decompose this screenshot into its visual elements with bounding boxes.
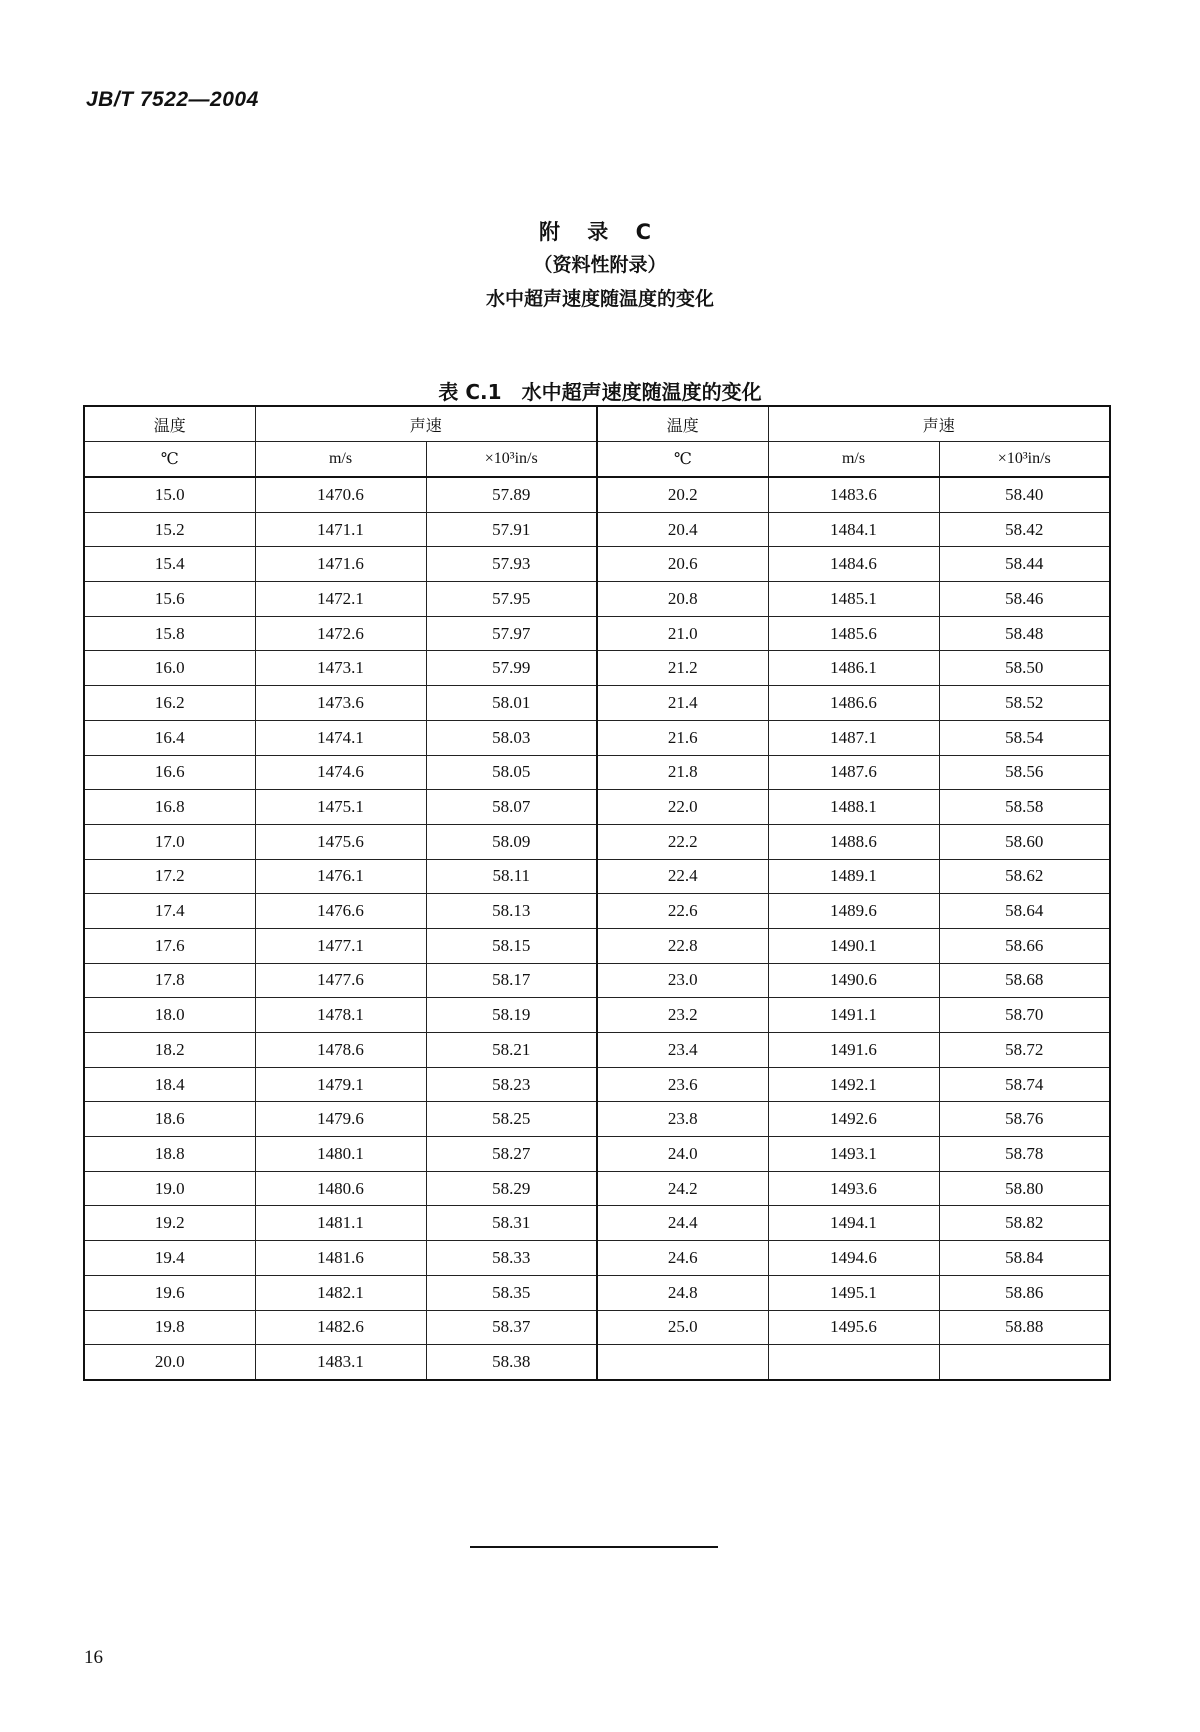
speed-temperature-table <box>83 405 1111 1381</box>
temperature-cell: 18.2 <box>84 1033 255 1068</box>
temperature-cell: 25.0 <box>597 1310 768 1345</box>
units-row <box>84 442 1110 478</box>
table-row <box>84 547 1110 582</box>
speed-ms-cell: 1477.1 <box>255 928 426 963</box>
speed-ins-cell: 58.44 <box>939 547 1110 582</box>
speed-ins-cell: 58.09 <box>426 824 597 859</box>
speed-ms-cell: 1480.6 <box>255 1171 426 1206</box>
temperature-cell: 21.2 <box>597 651 768 686</box>
speed-ms-cell: 1474.6 <box>255 755 426 790</box>
unit-ms: m/s <box>768 442 939 478</box>
temperature-cell: 19.8 <box>84 1310 255 1345</box>
speed-ins-cell: 58.70 <box>939 998 1110 1033</box>
temperature-cell: 21.8 <box>597 755 768 790</box>
temperature-cell: 21.0 <box>597 616 768 651</box>
temperature-cell: 22.2 <box>597 824 768 859</box>
speed-ins-cell: 58.40 <box>939 477 1110 512</box>
table-row <box>84 894 1110 929</box>
temperature-cell: 22.8 <box>597 928 768 963</box>
speed-ms-cell: 1492.1 <box>768 1067 939 1102</box>
speed-ins-cell: 58.88 <box>939 1310 1110 1345</box>
annex-title-block <box>0 216 1200 316</box>
temperature-cell: 19.4 <box>84 1241 255 1276</box>
header-speed: 声速 <box>255 406 597 442</box>
speed-ms-cell: 1484.6 <box>768 547 939 582</box>
speed-ms-cell: 1481.1 <box>255 1206 426 1241</box>
temperature-cell: 15.4 <box>84 547 255 582</box>
table-row <box>84 1310 1110 1345</box>
speed-ins-cell: 58.35 <box>426 1275 597 1310</box>
speed-ins-cell: 58.19 <box>426 998 597 1033</box>
speed-ins-cell: 58.80 <box>939 1171 1110 1206</box>
temperature-cell: 24.4 <box>597 1206 768 1241</box>
speed-ins-cell: 58.82 <box>939 1206 1110 1241</box>
speed-ins-cell: 58.37 <box>426 1310 597 1345</box>
temperature-cell: 19.2 <box>84 1206 255 1241</box>
speed-ms-cell: 1475.6 <box>255 824 426 859</box>
speed-ms-cell: 1488.6 <box>768 824 939 859</box>
header-speed: 声速 <box>768 406 1110 442</box>
speed-ins-cell: 57.95 <box>426 582 597 617</box>
speed-ins-cell: 58.48 <box>939 616 1110 651</box>
speed-ins-cell: 58.84 <box>939 1241 1110 1276</box>
speed-ins-cell: 58.62 <box>939 859 1110 894</box>
speed-ms-cell: 1494.1 <box>768 1206 939 1241</box>
temperature-cell: 15.2 <box>84 512 255 547</box>
temperature-cell: 23.0 <box>597 963 768 998</box>
annex-heading: 附 录 C <box>538 220 662 244</box>
temperature-cell: 17.4 <box>84 894 255 929</box>
table-row <box>84 686 1110 721</box>
page-number: 16 <box>84 1647 103 1668</box>
speed-ms-cell: 1483.1 <box>255 1345 426 1380</box>
temperature-cell: 22.0 <box>597 790 768 825</box>
footer-rule <box>470 1546 718 1548</box>
speed-ins-cell: 58.11 <box>426 859 597 894</box>
temperature-cell: 19.0 <box>84 1171 255 1206</box>
header-temperature: 温度 <box>597 406 768 442</box>
speed-ms-cell: 1473.1 <box>255 651 426 686</box>
speed-ins-cell: 57.91 <box>426 512 597 547</box>
table-row <box>84 1171 1110 1206</box>
annex-name: 水中超声速度随温度的变化 <box>485 288 714 310</box>
temperature-cell: 15.0 <box>84 477 255 512</box>
speed-ms-cell: 1493.1 <box>768 1137 939 1172</box>
speed-ins-cell: 58.64 <box>939 894 1110 929</box>
table-row <box>84 651 1110 686</box>
speed-ins-cell: 58.33 <box>426 1241 597 1276</box>
speed-ins-cell: 57.89 <box>426 477 597 512</box>
speed-ins-cell: 58.15 <box>426 928 597 963</box>
temperature-cell: 19.6 <box>84 1275 255 1310</box>
temperature-cell: 17.8 <box>84 963 255 998</box>
table-row <box>84 720 1110 755</box>
speed-ms-cell: 1471.1 <box>255 512 426 547</box>
speed-ms-cell: 1476.1 <box>255 859 426 894</box>
table-caption: 表 C.1 水中超声速度随温度的变化 <box>438 380 762 404</box>
speed-ms-cell: 1490.1 <box>768 928 939 963</box>
table-row <box>84 1137 1110 1172</box>
speed-ms-cell: 1484.1 <box>768 512 939 547</box>
header-temperature: 温度 <box>84 406 255 442</box>
speed-ins-cell: 58.05 <box>426 755 597 790</box>
table-body <box>84 477 1110 1380</box>
speed-ms-cell: 1481.6 <box>255 1241 426 1276</box>
table-row <box>84 1206 1110 1241</box>
temperature-cell: 23.8 <box>597 1102 768 1137</box>
temperature-cell: 20.4 <box>597 512 768 547</box>
speed-ms-cell: 1487.6 <box>768 755 939 790</box>
table-row <box>84 755 1110 790</box>
temperature-cell: 16.0 <box>84 651 255 686</box>
header-row <box>84 406 1110 442</box>
unit-celsius: ℃ <box>597 442 768 478</box>
table-row <box>84 1102 1110 1137</box>
temperature-cell: 21.4 <box>597 686 768 721</box>
temperature-cell: 18.6 <box>84 1102 255 1137</box>
speed-ms-cell: 1490.6 <box>768 963 939 998</box>
speed-ms-cell: 1471.6 <box>255 547 426 582</box>
speed-ins-cell: 58.58 <box>939 790 1110 825</box>
speed-ins-cell: 58.86 <box>939 1275 1110 1310</box>
speed-ins-cell: 58.72 <box>939 1033 1110 1068</box>
table-row <box>84 790 1110 825</box>
speed-ins-cell: 58.23 <box>426 1067 597 1102</box>
speed-ins-cell: 57.99 <box>426 651 597 686</box>
table-row <box>84 824 1110 859</box>
speed-ms-cell: 1480.1 <box>255 1137 426 1172</box>
speed-ms-cell: 1495.6 <box>768 1310 939 1345</box>
temperature-cell: 16.8 <box>84 790 255 825</box>
table-row <box>84 477 1110 512</box>
speed-ins-cell: 58.74 <box>939 1067 1110 1102</box>
speed-ins-cell: 58.68 <box>939 963 1110 998</box>
speed-ms-cell: 1485.6 <box>768 616 939 651</box>
temperature-cell: 17.2 <box>84 859 255 894</box>
speed-ins-cell: 58.66 <box>939 928 1110 963</box>
temperature-cell: 24.0 <box>597 1137 768 1172</box>
table-row <box>84 1275 1110 1310</box>
speed-ins-cell: 58.01 <box>426 686 597 721</box>
speed-ms-cell: 1492.6 <box>768 1102 939 1137</box>
speed-ms-cell: 1493.6 <box>768 1171 939 1206</box>
speed-ins-cell: 58.50 <box>939 651 1110 686</box>
speed-ins-cell: 58.25 <box>426 1102 597 1137</box>
speed-ins-cell: 58.13 <box>426 894 597 929</box>
speed-ms-cell: 1483.6 <box>768 477 939 512</box>
speed-ins-cell: 58.56 <box>939 755 1110 790</box>
table-row <box>84 998 1110 1033</box>
speed-ms-cell: 1475.1 <box>255 790 426 825</box>
speed-ins-cell: 58.31 <box>426 1206 597 1241</box>
temperature-cell: 18.0 <box>84 998 255 1033</box>
speed-ins-cell: 58.52 <box>939 686 1110 721</box>
speed-ms-cell: 1478.1 <box>255 998 426 1033</box>
annex-kind: （资料性附录） <box>533 254 667 276</box>
table-row <box>84 1345 1110 1380</box>
speed-ms-cell: 1485.1 <box>768 582 939 617</box>
temperature-cell: 20.6 <box>597 547 768 582</box>
speed-ms-cell: 1474.1 <box>255 720 426 755</box>
speed-ins-cell: 57.97 <box>426 616 597 651</box>
temperature-cell: 18.8 <box>84 1137 255 1172</box>
speed-ms-cell: 1479.1 <box>255 1067 426 1102</box>
table-row <box>84 928 1110 963</box>
speed-ins-cell: 58.54 <box>939 720 1110 755</box>
speed-ins-cell: 58.46 <box>939 582 1110 617</box>
temperature-cell: 20.0 <box>84 1345 255 1380</box>
speed-ins-cell: 58.60 <box>939 824 1110 859</box>
speed-ins-cell: 58.17 <box>426 963 597 998</box>
speed-ms-cell: 1494.6 <box>768 1241 939 1276</box>
speed-ms-cell: 1489.1 <box>768 859 939 894</box>
speed-ms-cell: 1478.6 <box>255 1033 426 1068</box>
speed-ins-cell: 57.93 <box>426 547 597 582</box>
speed-ins-cell: 58.07 <box>426 790 597 825</box>
speed-ins-cell: 58.03 <box>426 720 597 755</box>
temperature-cell: 18.4 <box>84 1067 255 1102</box>
speed-ms-cell: 1477.6 <box>255 963 426 998</box>
speed-ms-cell: 1488.1 <box>768 790 939 825</box>
temperature-cell: 15.6 <box>84 582 255 617</box>
speed-ms-cell: 1472.1 <box>255 582 426 617</box>
speed-ms-cell: 1482.6 <box>255 1310 426 1345</box>
temperature-cell: 20.2 <box>597 477 768 512</box>
unit-ms: m/s <box>255 442 426 478</box>
speed-ins-cell: 58.42 <box>939 512 1110 547</box>
speed-ms-cell: 1491.6 <box>768 1033 939 1068</box>
temperature-cell: 21.6 <box>597 720 768 755</box>
temperature-cell: 23.4 <box>597 1033 768 1068</box>
temperature-cell: 24.8 <box>597 1275 768 1310</box>
speed-ins-cell <box>939 1345 1110 1380</box>
speed-ms-cell: 1495.1 <box>768 1275 939 1310</box>
temperature-cell: 15.8 <box>84 616 255 651</box>
speed-ms-cell: 1489.6 <box>768 894 939 929</box>
temperature-cell: 16.4 <box>84 720 255 755</box>
standard-code: JB/T 7522—2004 <box>86 88 259 111</box>
temperature-cell: 17.0 <box>84 824 255 859</box>
temperature-cell: 24.2 <box>597 1171 768 1206</box>
temperature-cell <box>597 1345 768 1380</box>
temperature-cell: 16.6 <box>84 755 255 790</box>
speed-ms-cell: 1486.1 <box>768 651 939 686</box>
speed-ins-cell: 58.21 <box>426 1033 597 1068</box>
speed-ins-cell: 58.27 <box>426 1137 597 1172</box>
unit-ins: ×10³in/s <box>426 442 597 478</box>
temperature-cell: 22.6 <box>597 894 768 929</box>
speed-ms-cell: 1482.1 <box>255 1275 426 1310</box>
table-row <box>84 1241 1110 1276</box>
table-row <box>84 963 1110 998</box>
table-row <box>84 1067 1110 1102</box>
speed-ms-cell: 1486.6 <box>768 686 939 721</box>
table-row <box>84 616 1110 651</box>
speed-ms-cell: 1491.1 <box>768 998 939 1033</box>
temperature-cell: 23.6 <box>597 1067 768 1102</box>
temperature-cell: 23.2 <box>597 998 768 1033</box>
temperature-cell: 16.2 <box>84 686 255 721</box>
unit-celsius: ℃ <box>84 442 255 478</box>
speed-ms-cell: 1476.6 <box>255 894 426 929</box>
unit-ins: ×10³in/s <box>939 442 1110 478</box>
temperature-cell: 17.6 <box>84 928 255 963</box>
speed-ins-cell: 58.38 <box>426 1345 597 1380</box>
table-row <box>84 859 1110 894</box>
speed-ms-cell: 1487.1 <box>768 720 939 755</box>
speed-ms-cell: 1473.6 <box>255 686 426 721</box>
speed-ins-cell: 58.78 <box>939 1137 1110 1172</box>
speed-ms-cell <box>768 1345 939 1380</box>
speed-ms-cell: 1470.6 <box>255 477 426 512</box>
table-row <box>84 1033 1110 1068</box>
speed-ins-cell: 58.76 <box>939 1102 1110 1137</box>
temperature-cell: 22.4 <box>597 859 768 894</box>
temperature-cell: 20.8 <box>597 582 768 617</box>
speed-ins-cell: 58.29 <box>426 1171 597 1206</box>
table-row <box>84 582 1110 617</box>
speed-ms-cell: 1472.6 <box>255 616 426 651</box>
table-row <box>84 512 1110 547</box>
speed-ms-cell: 1479.6 <box>255 1102 426 1137</box>
temperature-cell: 24.6 <box>597 1241 768 1276</box>
